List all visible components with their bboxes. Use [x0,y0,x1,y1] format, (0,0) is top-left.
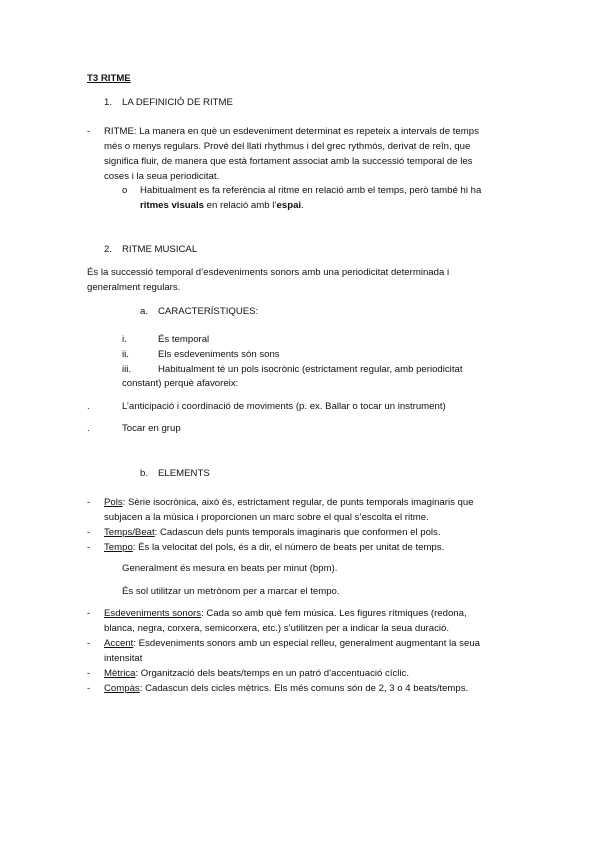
accent-continuation: intensitat [104,653,143,664]
note-line-2 [140,198,304,213]
term-metrica: Mètrica [104,668,136,679]
metrica-text: : Organització dels beats/temps en un patró d’accentuació cíclic. [135,668,410,679]
roman-marker: i. [122,334,127,345]
roman-item: Habitualment té un pols isocrònic (estrictament regular, amb periodicitat [158,364,463,375]
dot-marker: . [87,423,90,434]
element-bullet: - [87,497,91,508]
roman-marker: ii. [122,349,129,360]
esdeveniments-continuation: blanca, negra, corxera, semicorxera, etc.) s’utilitzen per a indicar la seua duració. [104,623,450,634]
page-title: T3 RITME [87,73,131,84]
definition-line: coses i la seua periodicitat. [104,171,220,182]
element-metrica [104,666,409,681]
tempo-text: : És la velocitat del pols, és a dir, el número de beats per unitat de temps. [132,542,445,553]
tempo-note: És sol utilitzar un metrònom per a marcar el tempo. [122,586,340,597]
element-bullet: - [87,527,91,538]
subsection-b-heading: ELEMENTS [158,468,210,479]
term-accent: Accent [104,638,134,649]
element-compas [104,681,468,696]
dot-item: L’anticipació i coordinació de moviments (p. ex. Ballar o tocar un instrument) [122,401,446,412]
term-pols: Pols [104,497,123,508]
section2-number: 2. [104,244,113,255]
term-tempo: Tempo [104,542,133,553]
subsection-a-heading: CARACTERÍSTIQUES: [158,306,259,317]
element-temps-beat [104,525,441,540]
element-bullet: - [87,683,91,694]
pols-continuation: subjacen a la música i proporcionen un marc sobre el qual s’escolta el ritme. [104,512,429,523]
definition-bullet: - [87,126,91,137]
definition-line: significa fluir, de manera que està fortament associat amb la successió temporal de les [104,156,473,167]
section1-heading: LA DEFINICIÓ DE RITME [122,97,233,108]
roman-item-continuation: constant) perquè afavoreix: [122,378,239,389]
compas-text: : Cadascun dels cicles mètrics. Els més comuns són de 2, 3 o 4 beats/temps. [139,683,469,694]
element-bullet: - [87,608,91,619]
note-bold-visual: ritmes visuals [140,200,204,211]
note-bullet: o [122,185,128,196]
element-bullet: - [87,542,91,553]
tempo-note: Generalment és mesura en beats per minut (bpm). [122,563,338,574]
intro-line: És la successió temporal d’esdeveniments sonors amb una periodicitat determinada i [87,267,450,278]
dot-marker: . [87,401,90,412]
intro-line: generalment regulars. [87,282,181,293]
subsection-b-marker: b. [140,468,149,479]
term-temps-beat: Temps/Beat [104,527,155,538]
element-tempo [104,540,444,555]
term-compas: Compàs [104,683,140,694]
roman-item: És temporal [158,334,210,345]
element-bullet: - [87,668,91,679]
section1-number: 1. [104,97,113,108]
element-esdeveniments [104,606,467,621]
element-accent [104,636,480,651]
roman-marker: iii. [122,364,132,375]
element-bullet: - [87,638,91,649]
subsection-a-marker: a. [140,306,149,317]
note-line: Habitualment es fa referència al ritme en relació amb el temps, però també hi ha [140,185,482,196]
dot-item: Tocar en grup [122,423,181,434]
section2-heading: RITME MUSICAL [122,244,198,255]
note-mid: en relació amb l’ [204,200,277,211]
definition-line: RITME: La manera en què un esdeveniment determinat es repeteix a intervals de temps [104,126,479,137]
roman-item: Els esdeveniments són sons [158,349,280,360]
element-pols [104,495,474,510]
pols-text: : Sèrie isocrònica, això és, estrictament regular, de punts temporals imaginaris que [122,497,474,508]
note-end: . [301,200,304,211]
definition-line: més o menys regulars. Prové del llatí rhythmus i del grec rythmós, derivat de reîn, que [104,141,471,152]
note-bold-space: espai [276,200,302,211]
term-esdeveniments: Esdeveniments sonors [104,608,202,619]
esdeveniments-text: : Cada so amb què fem música. Les figures rítmiques (redona, [201,608,467,619]
accent-text: : Esdeveniments sonors amb un especial relleu, generalment augmentant la seua [133,638,480,649]
temps-beat-text: : Cadascun dels punts temporals imaginaris que conformen el pols. [154,527,441,538]
